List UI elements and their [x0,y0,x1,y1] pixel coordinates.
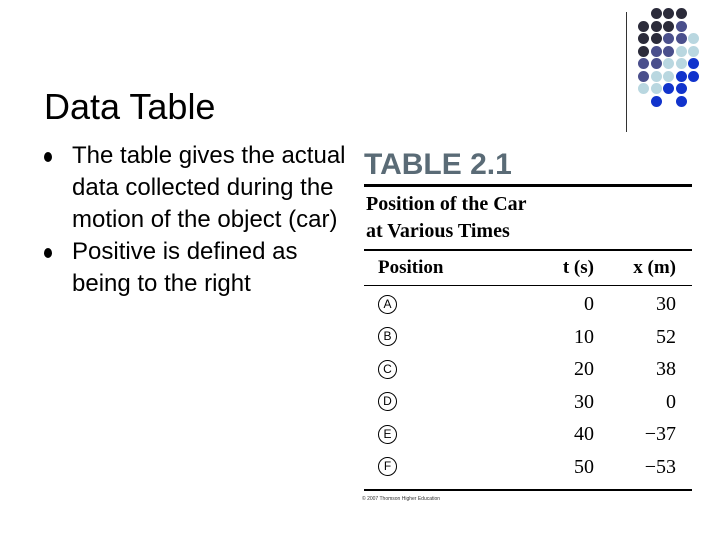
table-body [364,286,692,483]
position-cell [364,288,504,321]
dot-icon [638,58,649,69]
position-cell [364,321,504,354]
table-row [364,288,692,321]
bullet-text: Positive is defined as being to the right [72,238,298,297]
table-row [364,418,692,451]
time-cell: 0 [584,293,594,315]
dot-icon [638,71,649,82]
table-row [364,321,692,354]
header-time: t (s) [562,257,594,278]
dot-icon [676,71,687,82]
dot-icon [676,58,687,69]
dot-icon [663,46,674,57]
dot-icon [688,71,699,82]
table-rule [364,489,692,491]
decorative-divider-line [626,12,627,132]
dot-icon [651,71,662,82]
dot-icon [688,46,699,57]
dot-icon [638,33,649,44]
table-caption-line: Position of the Car [366,193,527,215]
position-cell [364,353,504,386]
copyright-note: © 2007 Thomson Higher Education [362,496,441,502]
dot-icon [651,33,662,44]
decorative-dot-grid [638,8,698,118]
dot-icon [663,21,674,32]
data-table [364,148,692,491]
position-marker: E [378,425,397,444]
dot-icon [663,83,674,94]
bullet-item [44,236,349,300]
dot-icon [651,96,662,107]
dot-icon [676,46,687,57]
dot-icon [638,83,649,94]
dot-icon [676,21,687,32]
bullet-list [44,140,349,300]
time-cell: 50 [574,455,594,478]
dot-icon [676,8,687,19]
dot-icon [651,58,662,69]
time-cell: 30 [574,390,594,413]
dot-icon [638,46,649,57]
bullet-text: The table gives the actual data collected during the motion of the object (car) [72,142,346,233]
position-marker: A [378,295,397,314]
position-marker: D [378,392,397,411]
dot-icon [676,33,687,44]
header-position: Position [378,257,444,278]
table-row [364,386,692,419]
dot-icon [663,58,674,69]
table-caption [364,187,692,249]
table-label: TABLE 2.1 [364,148,512,181]
dot-icon [663,8,674,19]
dot-icon [651,46,662,57]
bullet-icon [44,248,52,258]
table-row [364,451,692,484]
position-cell [364,386,504,419]
table-header-row [364,251,692,285]
dot-icon [651,21,662,32]
position-cell [364,451,504,484]
table-row [364,353,692,386]
dot-icon [688,58,699,69]
dot-icon [663,33,674,44]
x-cell: 52 [656,325,676,348]
position-marker: B [378,327,397,346]
position-marker: C [378,360,397,379]
time-cell: 10 [574,325,594,348]
dot-icon [651,83,662,94]
dot-icon [676,96,687,107]
dot-icon [688,33,699,44]
dot-icon [663,71,674,82]
dot-icon [651,8,662,19]
slide-title: Data Table [44,86,216,128]
x-cell: −53 [644,455,676,478]
time-cell: 20 [574,358,594,380]
time-cell: 40 [574,423,594,445]
table-caption-line: at Various Times [366,220,510,242]
x-cell: 0 [666,390,676,413]
dot-icon [638,21,649,32]
x-cell: 30 [656,293,676,315]
bullet-item [44,140,349,236]
bullet-icon [44,152,52,162]
position-marker: F [378,457,397,476]
header-position-x: x (m) [633,257,676,278]
x-cell: 38 [656,358,676,380]
dot-icon [676,83,687,94]
x-cell: −37 [644,423,676,445]
position-cell [364,418,504,451]
